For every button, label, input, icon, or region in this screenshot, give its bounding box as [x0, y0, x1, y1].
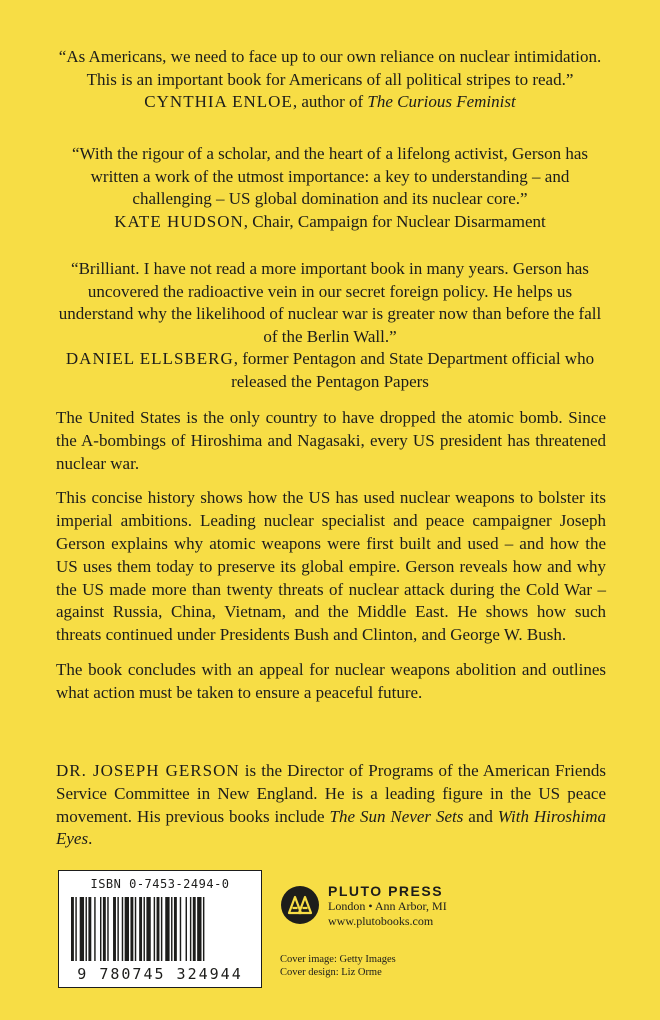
barcode-bar	[203, 897, 204, 961]
barcode-bar	[80, 897, 84, 961]
barcode-bar	[144, 897, 145, 961]
previous-book-title: With Hiroshima Eyes	[56, 806, 607, 849]
barcode-bar	[157, 897, 160, 961]
barcode-bar	[193, 897, 196, 961]
endorsement-quote	[52, 46, 608, 114]
isbn-barcode	[58, 870, 262, 988]
quote-role: , former Pentagon and State Department official who released the Pentagon Papers	[231, 349, 595, 391]
endorsement-quote	[52, 258, 608, 393]
author-bio	[56, 760, 606, 851]
cover-image-credit: Cover image: Getty Images	[280, 954, 396, 965]
endorsement-quote	[52, 143, 608, 233]
barcode-bar	[197, 897, 201, 961]
description-paragraph: This concise history shows how the US has used nuclear weapons to bolster its imperial ambitions. Leading nuclear specialist and peace campaigner Joseph Gerson explains why atomic weapons were first built and used – and how the US uses them today to preserve its global empire. Gerson reveals how and why the US made more than twenty threats of nuclear attack during the Cold War – against Russia, China, Vietnam, and the Middle East. He shows how such threats continued under Presidents Bush and Clinton, and George W. Bush.	[56, 488, 606, 645]
publisher-name: PLUTO PRESS	[328, 883, 444, 899]
barcode-bar	[71, 897, 74, 961]
description-paragraph: The book concludes with an appeal for nuclear weapons abolition and outlines what action must be taken to ensure a peaceful future.	[56, 659, 606, 702]
barcode-bar	[94, 897, 95, 961]
quote-text: “Brilliant. I have not read a more important book in many years. Gerson has uncovered the radioactive vein in our secret foreign policy. He helps us understand why the likelihood of nuclear war is greater now than before the fall of the Berlin Wall.”	[58, 259, 602, 346]
barcode-bar	[174, 897, 177, 961]
bio-text: is the Director of Programs of the American Friends Service Committee in New England. He is a leading figure in the US peace movement. His previous books include	[56, 761, 606, 826]
barcode-bar	[135, 897, 136, 961]
barcode-bar	[125, 897, 129, 961]
barcode-bar	[180, 897, 181, 961]
barcode-bar	[107, 897, 108, 961]
barcode-bar	[122, 897, 123, 961]
quote-attribution	[52, 348, 608, 393]
description-paragraph: The United States is the only country to have dropped the atomic bomb. Since the A-bombings of Hiroshima and Nagasaki, every US president has threatened nuclear war.	[56, 408, 606, 473]
quote-attribution	[52, 91, 608, 114]
quote-attribution	[52, 211, 608, 234]
barcode-bar	[186, 897, 187, 961]
bio-connector: and	[463, 806, 498, 826]
quote-role: , author of	[292, 92, 368, 111]
quote-role-title: The Curious Feminist	[367, 92, 516, 111]
barcode-bar	[190, 897, 191, 961]
author-name: DR. JOSEPH GERSON	[56, 761, 240, 780]
quote-author: CYNTHIA ENLOE	[144, 92, 293, 111]
barcode-bar	[103, 897, 106, 961]
book-description	[56, 407, 606, 717]
barcode-bar	[113, 897, 116, 961]
publisher-info	[328, 884, 447, 929]
quote-role: , Chair, Campaign for Nuclear Disarmament	[243, 211, 546, 231]
barcode-bar	[86, 897, 87, 961]
barcode-bar	[100, 897, 101, 961]
previous-book-title: The Sun Never Sets	[329, 806, 464, 826]
publisher-location: London • Ann Arbor, MI	[328, 899, 447, 913]
ean-number: 9 780745 324944	[77, 965, 243, 983]
barcode-bar	[165, 897, 169, 961]
barcode-bars	[69, 897, 253, 961]
barcode-bar	[171, 897, 172, 961]
quote-author: KATE HUDSON	[114, 211, 244, 231]
quote-text: “With the rigour of a scholar, and the heart of a lifelong activist, Gerson has written a work of the utmost importance: a key to understanding – and challenging – US global domination and its nuclear core.”	[71, 144, 589, 208]
barcode-bar	[130, 897, 133, 961]
barcode-bar	[117, 897, 118, 961]
barcode-bar	[146, 897, 150, 961]
quote-author: DANIEL ELLSBERG	[65, 349, 234, 368]
quote-text: “As Americans, we need to face up to our own reliance on nuclear intimidation. This is an important book for Americans of all political stripes to read.”	[58, 47, 602, 89]
barcode-bar	[161, 897, 162, 961]
isbn-number: ISBN 0-7453-2494-0	[90, 877, 230, 891]
barcode-bar	[88, 897, 91, 961]
barcode-bar	[154, 897, 155, 961]
barcode-bar	[75, 897, 76, 961]
cover-credits	[280, 953, 396, 979]
pluto-press-logo-icon	[280, 885, 320, 925]
cover-design-credit: Cover design: Liz Orme	[280, 967, 382, 978]
publisher-url: www.plutobooks.com	[328, 914, 434, 928]
barcode-bar	[139, 897, 142, 961]
bio-end: .	[88, 829, 93, 849]
